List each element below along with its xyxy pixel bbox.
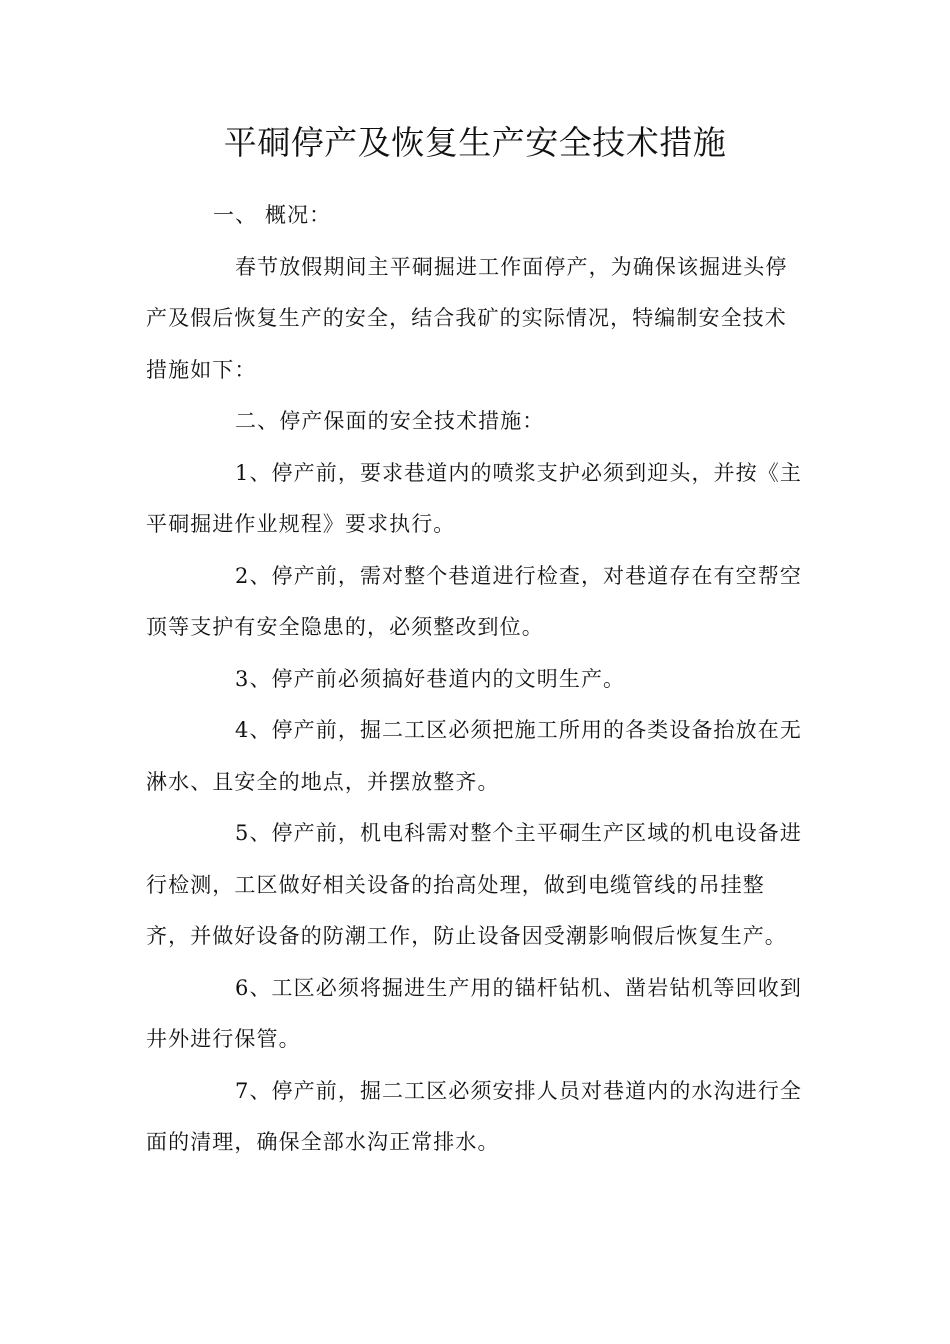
paragraph-line: 春节放假期间主平硐掘进工作面停产，为确保该掘进头停 [235, 255, 788, 279]
list-item-line: 顶等支护有安全隐患的，必须整改到位。 [146, 615, 544, 639]
list-item-line: 齐，并做好设备的防潮工作，防止设备因受潮影响假后恢复生产。 [146, 924, 787, 948]
section-heading-overview: 一、 概况： [213, 203, 332, 227]
list-item-line: 1、停产前，要求巷道内的喷浆支护必须到迎头，并按《主 [235, 461, 802, 485]
list-item-line: 5、停产前，机电科需对整个主平硐生产区域的机电设备进 [235, 821, 802, 845]
list-item-line: 平硐掘进作业规程》要求执行。 [146, 512, 456, 536]
list-item-line: 面的清理，确保全部水沟正常排水。 [146, 1130, 500, 1154]
list-item-line: 7、停产前，掘二工区必须安排人员对巷道内的水沟进行全 [235, 1079, 802, 1103]
list-item-line: 4、停产前，掘二工区必须把施工所用的各类设备抬放在无 [235, 718, 802, 742]
list-item-line: 2、停产前，需对整个巷道进行检查，对巷道存在有空帮空 [235, 564, 802, 588]
document-title: 平硐停产及恢复生产安全技术措施 [223, 123, 727, 162]
section-heading-measures: 二、停产保面的安全技术措施： [235, 409, 545, 433]
list-item-line: 淋水、且安全的地点，并摆放整齐。 [146, 770, 500, 794]
paragraph-line: 措施如下： [146, 358, 257, 382]
list-item-line: 6、工区必须将掘进生产用的锚杆钻机、凿岩钻机等回收到 [235, 976, 802, 1000]
paragraph-line: 产及假后恢复生产的安全，结合我矿的实际情况，特编制安全技术 [146, 306, 787, 330]
list-item-line: 井外进行保管。 [146, 1027, 301, 1051]
list-item-line: 行检测，工区做好相关设备的抬高处理，做到电缆管线的吊挂整 [146, 873, 765, 897]
list-item-line: 3、停产前必须搞好巷道内的文明生产。 [235, 667, 626, 691]
